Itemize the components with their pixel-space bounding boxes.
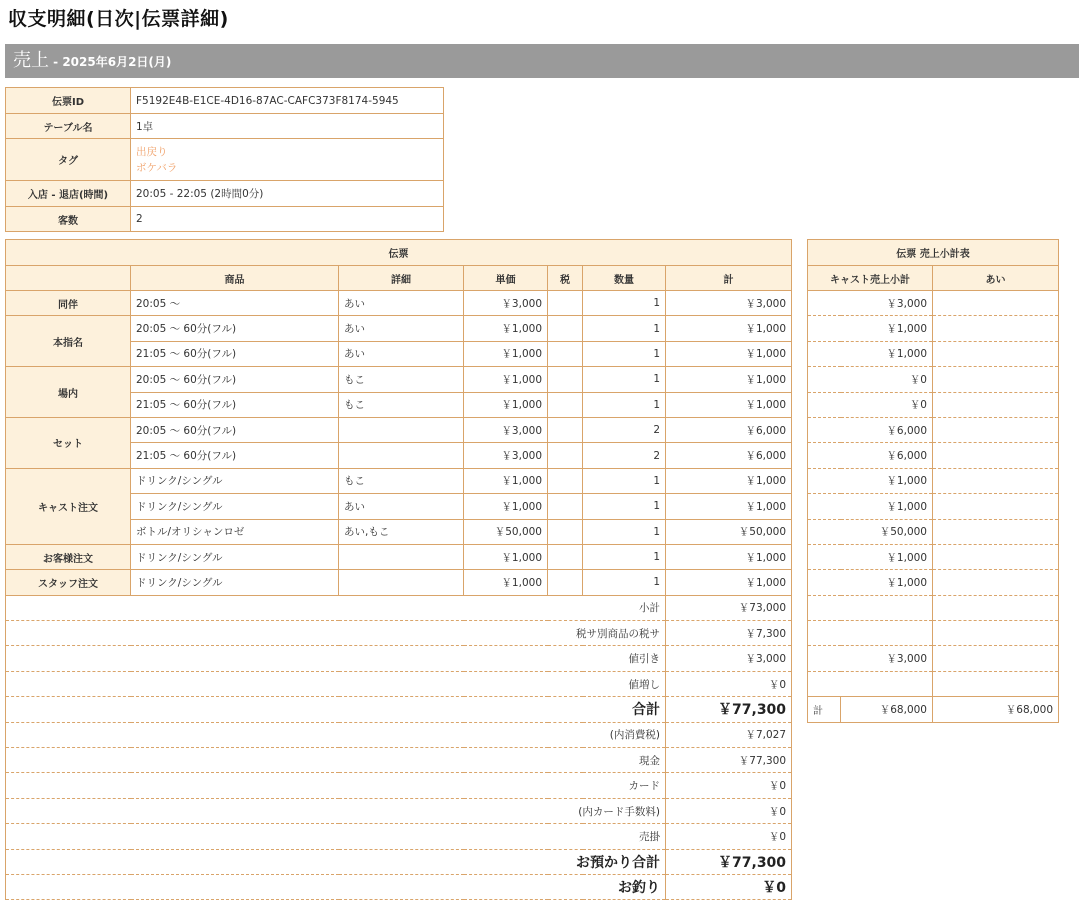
item-detail: あい [339, 291, 464, 316]
line-total: ￥1,000 [666, 570, 792, 595]
tax [548, 519, 583, 544]
summary-row [6, 798, 792, 823]
item-detail [339, 570, 464, 595]
page-title: 収支明細(日次|伝票詳細) [8, 8, 229, 30]
cast-subtotal: ￥6,000 [808, 443, 933, 468]
item-name: 20:05 ～ 60分(フル) [131, 316, 339, 341]
cast-subtotal: ￥0 [808, 392, 933, 417]
cast-subtotal [808, 671, 933, 696]
tax [548, 494, 583, 519]
unit-price: ￥1,000 [464, 392, 548, 417]
line-total: ￥1,000 [666, 341, 792, 366]
slip-col-header: 税 [548, 266, 583, 291]
ai-subtotal [933, 494, 1059, 519]
ai-subtotal [933, 443, 1059, 468]
tax [548, 392, 583, 417]
unit-price: ￥1,000 [464, 570, 548, 595]
cast-subtotal [808, 595, 933, 620]
line-total: ￥1,000 [666, 316, 792, 341]
item-name: 20:05 ～ 60分(フル) [131, 417, 339, 442]
ai-subtotal [933, 671, 1059, 696]
ai-subtotal [933, 468, 1059, 493]
info-row [6, 139, 444, 181]
unit-price: ￥50,000 [464, 519, 548, 544]
item-name: 21:05 ～ 60分(フル) [131, 443, 339, 468]
item-detail [339, 544, 464, 569]
info-value: 20:05 - 22:05 (2時間0分) [131, 181, 444, 207]
total-label: 計 [808, 697, 841, 722]
tag-link[interactable]: 出戻り [136, 145, 168, 158]
summary-label: お釣り [6, 874, 666, 899]
info-label: タグ [6, 139, 131, 181]
subtotal-row [808, 519, 1059, 544]
subtotal-row [808, 367, 1059, 392]
summary-value: ￥0 [666, 874, 792, 899]
quantity: 1 [583, 367, 666, 392]
unit-price: ￥1,000 [464, 544, 548, 569]
item-detail: あい,もこ [339, 519, 464, 544]
total-cast-value: ￥68,000 [841, 697, 933, 722]
cast-subtotal: ￥1,000 [808, 570, 933, 595]
subtotal-row [808, 570, 1059, 595]
ai-subtotal [933, 392, 1059, 417]
info-label: 伝票ID [6, 88, 131, 114]
subtotal-row [808, 646, 1059, 671]
line-total: ￥1,000 [666, 494, 792, 519]
slip-col-header: 商品 [131, 266, 339, 291]
summary-value: ￥7,027 [666, 722, 792, 747]
cast-subtotal: ￥1,000 [808, 494, 933, 519]
item-name: ドリンク/シングル [131, 494, 339, 519]
cast-subtotal: ￥3,000 [808, 646, 933, 671]
slip-item-row [6, 544, 792, 569]
ai-subtotal [933, 341, 1059, 366]
summary-row [6, 824, 792, 849]
ai-subtotal [933, 316, 1059, 341]
summary-value: ￥77,300 [666, 849, 792, 874]
tax [548, 417, 583, 442]
ai-subtotal [933, 646, 1059, 671]
tax [548, 341, 583, 366]
subtotal-row [808, 443, 1059, 468]
quantity: 1 [583, 570, 666, 595]
slip-item-row [6, 570, 792, 595]
summary-row [6, 849, 792, 874]
summary-row [6, 671, 792, 696]
info-label: 客数 [6, 207, 131, 232]
item-name: ボトル/オリシャンロゼ [131, 519, 339, 544]
tax [548, 316, 583, 341]
summary-label: 値引き [6, 646, 666, 671]
info-value: 1卓 [131, 114, 444, 139]
slip-item-row [6, 468, 792, 493]
summary-label: 現金 [6, 748, 666, 773]
ai-subtotal [933, 570, 1059, 595]
info-value: 2 [131, 207, 444, 232]
section-banner [5, 44, 1079, 78]
cast-subtotal: ￥1,000 [808, 544, 933, 569]
quantity: 1 [583, 494, 666, 519]
unit-price: ￥1,000 [464, 494, 548, 519]
summary-value: ￥3,000 [666, 646, 792, 671]
info-row [6, 181, 444, 207]
cast-subtotal: ￥1,000 [808, 316, 933, 341]
quantity: 1 [583, 519, 666, 544]
ai-subtotal [933, 417, 1059, 442]
item-name: 20:05 ～ [131, 291, 339, 316]
line-total: ￥1,000 [666, 544, 792, 569]
item-name: ドリンク/シングル [131, 570, 339, 595]
quantity: 1 [583, 392, 666, 417]
ai-subtotal [933, 544, 1059, 569]
info-row [6, 88, 444, 114]
info-label: 入店 - 退店(時間) [6, 181, 131, 207]
subtotal-table [807, 239, 1059, 723]
line-total: ￥3,000 [666, 291, 792, 316]
quantity: 2 [583, 443, 666, 468]
slip-title: 伝票 [6, 240, 792, 266]
unit-price: ￥3,000 [464, 291, 548, 316]
subtotal-row [808, 392, 1059, 417]
summary-row [6, 748, 792, 773]
subtotal-row [808, 468, 1059, 493]
info-row [6, 114, 444, 139]
subtotal-row [808, 316, 1059, 341]
item-name: 21:05 ～ 60分(フル) [131, 341, 339, 366]
quantity: 1 [583, 468, 666, 493]
summary-row [6, 874, 792, 899]
subtotal-header-ai: あい [933, 266, 1059, 291]
summary-label: 売掛 [6, 824, 666, 849]
cast-subtotal: ￥1,000 [808, 468, 933, 493]
summary-label: 値増し [6, 671, 666, 696]
cast-subtotal: ￥50,000 [808, 519, 933, 544]
unit-price: ￥3,000 [464, 417, 548, 442]
info-value: F5192E4B-E1CE-4D16-87AC-CAFC373F8174-5945 [131, 88, 444, 114]
summary-label: (内カード手数料) [6, 798, 666, 823]
unit-price: ￥1,000 [464, 341, 548, 366]
item-name: 20:05 ～ 60分(フル) [131, 367, 339, 392]
item-name: ドリンク/シングル [131, 468, 339, 493]
item-detail [339, 443, 464, 468]
item-detail: もこ [339, 392, 464, 417]
category-label: 同伴 [6, 291, 131, 316]
summary-value: ￥77,300 [666, 697, 792, 722]
slip-info-table [5, 87, 444, 232]
unit-price: ￥1,000 [464, 367, 548, 392]
summary-row [6, 697, 792, 722]
tax [548, 468, 583, 493]
category-label: 場内 [6, 367, 131, 418]
summary-value: ￥0 [666, 824, 792, 849]
category-label: お客様注文 [6, 544, 131, 569]
slip-table [5, 239, 792, 900]
item-name: 21:05 ～ 60分(フル) [131, 392, 339, 417]
slip-item-row [6, 291, 792, 316]
subtotal-row [808, 291, 1059, 316]
summary-label: (内消費税) [6, 722, 666, 747]
summary-row [6, 595, 792, 620]
ai-subtotal [933, 367, 1059, 392]
info-value [131, 139, 444, 181]
tax [548, 291, 583, 316]
category-label: キャスト注文 [6, 468, 131, 544]
line-total: ￥50,000 [666, 519, 792, 544]
subtotal-row [808, 544, 1059, 569]
total-ai-value: ￥68,000 [933, 697, 1059, 722]
quantity: 1 [583, 291, 666, 316]
summary-value: ￥0 [666, 773, 792, 798]
cast-subtotal: ￥3,000 [808, 291, 933, 316]
summary-value: ￥7,300 [666, 621, 792, 646]
unit-price: ￥1,000 [464, 316, 548, 341]
ai-subtotal [933, 621, 1059, 646]
line-total: ￥6,000 [666, 417, 792, 442]
tax [548, 367, 583, 392]
info-label: テーブル名 [6, 114, 131, 139]
item-name: ドリンク/シングル [131, 544, 339, 569]
summary-row [6, 646, 792, 671]
subtotal-row [808, 341, 1059, 366]
tax [548, 570, 583, 595]
subtotal-title: 伝票 売上小計表 [808, 240, 1059, 266]
summary-value: ￥77,300 [666, 748, 792, 773]
slip-item-row [6, 316, 792, 341]
item-detail [339, 417, 464, 442]
category-label: スタッフ注文 [6, 570, 131, 595]
summary-label: 小計 [6, 595, 666, 620]
category-label: セット [6, 417, 131, 468]
quantity: 1 [583, 316, 666, 341]
quantity: 1 [583, 341, 666, 366]
cast-subtotal: ￥6,000 [808, 417, 933, 442]
item-detail: あい [339, 316, 464, 341]
cast-subtotal: ￥1,000 [808, 341, 933, 366]
subtotal-row [808, 417, 1059, 442]
summary-value: ￥0 [666, 671, 792, 696]
item-detail: もこ [339, 367, 464, 392]
line-total: ￥1,000 [666, 392, 792, 417]
summary-label: 合計 [6, 697, 666, 722]
unit-price: ￥1,000 [464, 468, 548, 493]
banner-label: 売上 [13, 50, 49, 71]
line-total: ￥6,000 [666, 443, 792, 468]
info-row [6, 207, 444, 232]
summary-label: 税サ別商品の税サ [6, 621, 666, 646]
summary-row [6, 722, 792, 747]
summary-value: ￥73,000 [666, 595, 792, 620]
item-detail: あい [339, 494, 464, 519]
summary-value: ￥0 [666, 798, 792, 823]
tax [548, 443, 583, 468]
subtotal-row [808, 671, 1059, 696]
subtotal-header-cast: キャスト売上小計 [808, 266, 933, 291]
line-total: ￥1,000 [666, 367, 792, 392]
subtotal-total-row [808, 697, 1059, 722]
slip-header-blank [6, 266, 131, 291]
category-label: 本指名 [6, 316, 131, 367]
slip-item-row [6, 417, 792, 442]
unit-price: ￥3,000 [464, 443, 548, 468]
summary-label: お預かり合計 [6, 849, 666, 874]
slip-col-header: 詳細 [339, 266, 464, 291]
banner-date: - 2025年6月2日(月) [49, 55, 172, 69]
slip-col-header: 数量 [583, 266, 666, 291]
quantity: 1 [583, 544, 666, 569]
cast-subtotal: ￥0 [808, 367, 933, 392]
subtotal-row [808, 621, 1059, 646]
ai-subtotal [933, 595, 1059, 620]
subtotal-row [808, 595, 1059, 620]
quantity: 2 [583, 417, 666, 442]
item-detail: あい [339, 341, 464, 366]
cast-subtotal [808, 621, 933, 646]
tag-link[interactable]: ボケバラ [136, 161, 178, 174]
ai-subtotal [933, 519, 1059, 544]
slip-item-row [6, 367, 792, 392]
tax [548, 544, 583, 569]
item-detail: もこ [339, 468, 464, 493]
summary-row [6, 773, 792, 798]
slip-col-header: 計 [666, 266, 792, 291]
summary-label: カード [6, 773, 666, 798]
ai-subtotal [933, 291, 1059, 316]
line-total: ￥1,000 [666, 468, 792, 493]
summary-row [6, 621, 792, 646]
subtotal-row [808, 494, 1059, 519]
slip-col-header: 単価 [464, 266, 548, 291]
